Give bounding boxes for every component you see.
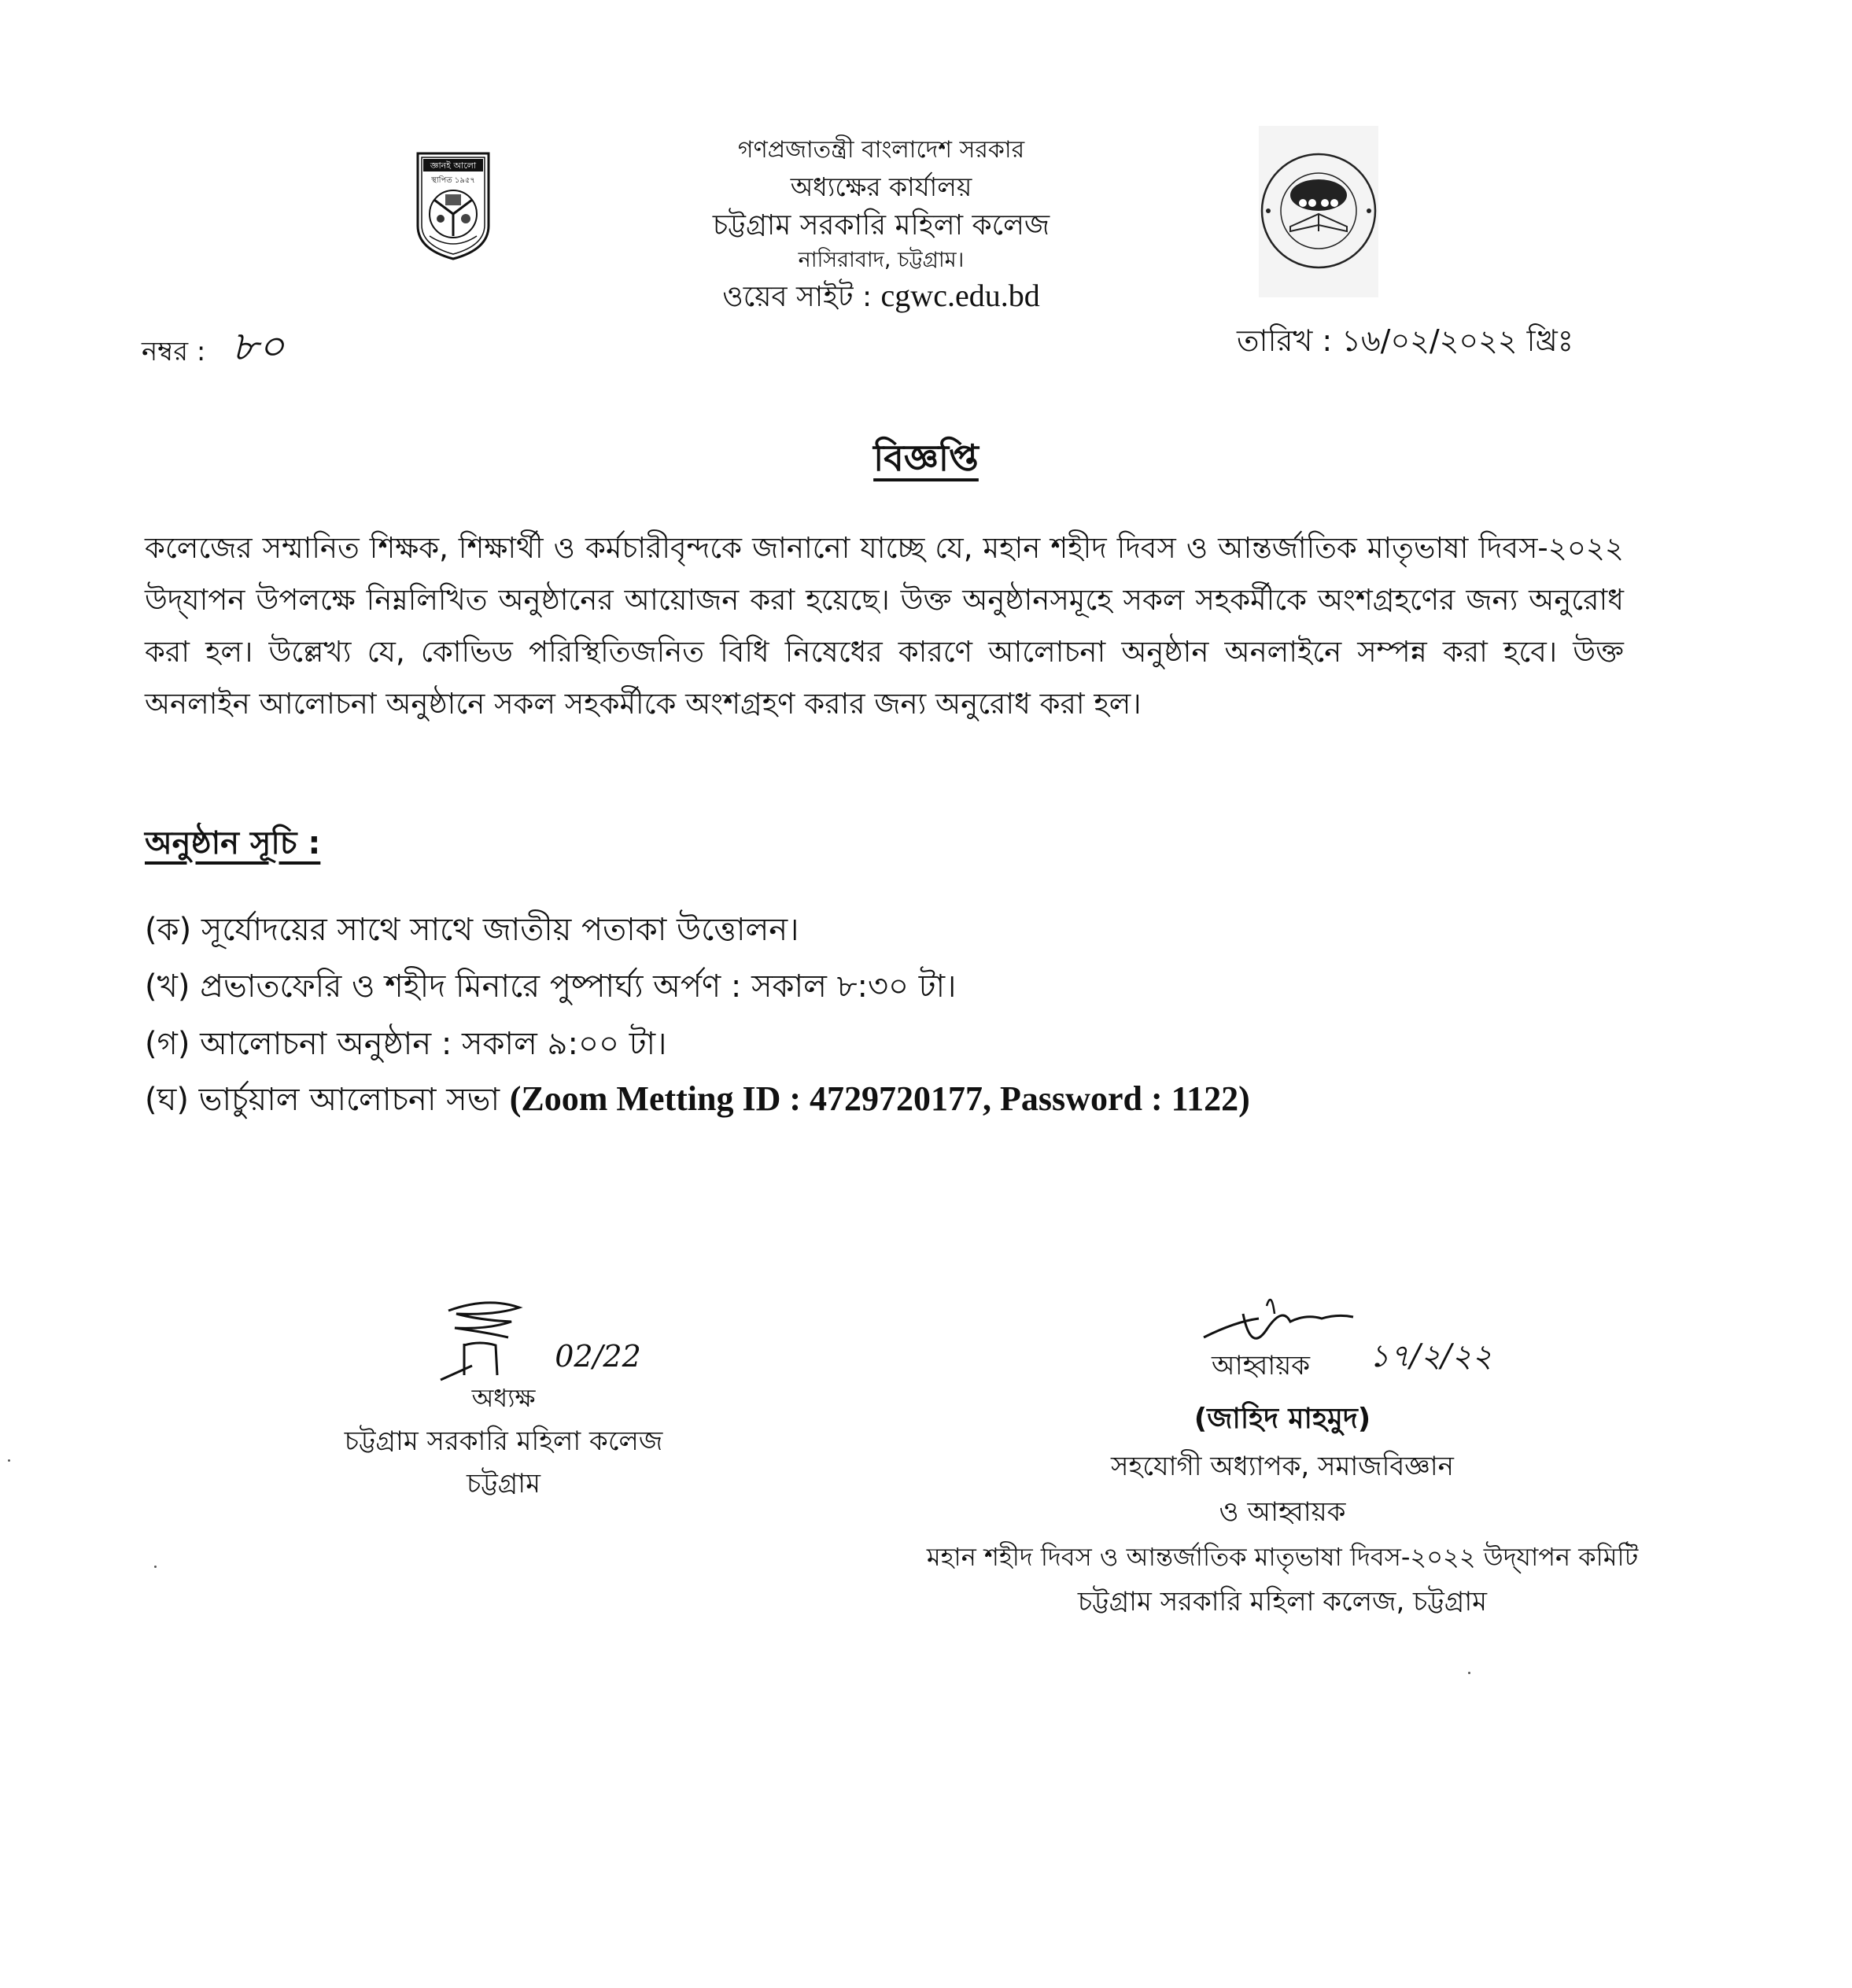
header-address: নাসিরাবাদ, চট্টগ্রাম। bbox=[798, 248, 965, 272]
number-value-handwritten: ৮০ bbox=[231, 323, 285, 371]
convener-designation: সহযোগী অধ্যাপক, সমাজবিজ্ঞান bbox=[1111, 1451, 1454, 1482]
item-marker: (ঘ) bbox=[145, 1082, 189, 1118]
item-marker: (গ) bbox=[145, 1026, 190, 1062]
program-item bbox=[145, 1075, 1250, 1127]
principal-org: চট্টগ্রাম সরকারি মহিলা কলেজ bbox=[344, 1426, 663, 1457]
scan-speck bbox=[8, 1459, 10, 1462]
program-item bbox=[145, 961, 956, 1014]
convener-name: (জাহিদ মাহমুদ) bbox=[1193, 1403, 1371, 1435]
convener-handwritten-date: ১৭/২/২২ bbox=[1369, 1338, 1492, 1374]
government-seal-logo bbox=[1259, 126, 1378, 297]
notice-title: বিজ্ঞপ্তি bbox=[873, 437, 979, 479]
convener-committee: মহান শহীদ দিবস ও আন্তর্জাতিক মাতৃভাষা দিবস-২০২২ উদ্‌যাপন কমিটি bbox=[926, 1542, 1639, 1572]
principal-handwritten-date: 02/22 bbox=[555, 1339, 641, 1374]
scan-speck bbox=[154, 1566, 157, 1568]
item-marker: (খ) bbox=[145, 968, 190, 1005]
convener-role: ও আহ্বায়ক bbox=[1219, 1496, 1346, 1528]
convener-title: আহ্বায়ক bbox=[1212, 1350, 1311, 1381]
header-office: অধ্যক্ষের কার্যালয় bbox=[790, 172, 972, 202]
item-marker: (ক) bbox=[145, 912, 192, 948]
program-heading: অনুষ্ঠান সূচি : bbox=[145, 825, 321, 861]
program-item bbox=[145, 1019, 666, 1071]
convener-org: চট্টগ্রাম সরকারি মহিলা কলেজ, চট্টগ্রাম bbox=[1077, 1586, 1488, 1617]
principal-title: অধ্যক্ষ bbox=[471, 1383, 536, 1413]
header-website bbox=[645, 275, 1117, 323]
college-crest-logo bbox=[415, 151, 491, 261]
date-value: ১৬/০২/২০২২ খ্রিঃ bbox=[1341, 323, 1573, 358]
website-link[interactable]: cgwc.edu.bd bbox=[880, 278, 1040, 313]
zoom-meeting-info: (Zoom Metting ID : 4729720177, Password : 1122) bbox=[509, 1079, 1250, 1118]
website-label: ওয়েব সাইট : bbox=[722, 281, 873, 313]
svg-text:স্থাপিত ১৯৫৭: স্থাপিত ১৯৫৭ bbox=[431, 176, 475, 185]
item-text: সূর্যোদয়ের সাথে সাথে জাতীয় পতাকা উত্তোলন। bbox=[201, 912, 799, 948]
program-item bbox=[145, 905, 799, 957]
date-label: তারিখ : bbox=[1237, 323, 1333, 358]
notice-title-container bbox=[0, 431, 1852, 491]
scan-speck bbox=[1468, 1672, 1470, 1674]
number-label: নম্বর : bbox=[142, 336, 206, 367]
svg-text:জ্ঞানই আলো: জ্ঞানই আলো bbox=[430, 160, 477, 171]
notice-body: কলেজের সম্মানিত শিক্ষক, শিক্ষার্থী ও কর্মচারীবৃন্দকে জানানো যাচ্ছে যে, মহান শহীদ দিবস ও আন্তর্জাতিক মাতৃভাষা দিবস-২০২২ উদ্‌যাপন উপলক্ষে নিম্নলিখিত অনুষ্ঠানের আয়োজন করা হয়েছে। উক্ত অনুষ্ঠানসমূহে সকল সহকর্মীকে অংশগ্রহণের জন্য অনুরোধ করা হল। উল্লেখ্য যে, কোভিড পরিস্থিতিজনিত বিধি নিষেধের কারণে আলোচনা অনুষ্ঠান অনলাইনে সম্পন্ন করা হবে। উক্ত অনলাইন আলোচনা অনুষ্ঠানে সকল সহকর্মীকে অংশগ্রহণ করার জন্য অনুরোধ করা হল। bbox=[145, 531, 1624, 721]
header-government: গণপ্রজাতন্ত্রী বাংলাদেশ সরকার bbox=[737, 136, 1025, 164]
reference-number bbox=[142, 315, 285, 383]
item-text: ভার্চুয়াল আলোচনা সভা bbox=[198, 1082, 500, 1118]
principal-city: চট্টগ্রাম bbox=[467, 1468, 540, 1499]
header-college-name: চট্টগ্রাম সরকারি মহিলা কলেজ bbox=[712, 209, 1050, 242]
notice-date bbox=[1237, 318, 1573, 368]
item-text: প্রভাতফেরি ও শহীদ মিনারে পুষ্পার্ঘ্য অর্পণ : সকাল ৮:৩০ টা। bbox=[200, 968, 957, 1005]
item-text: আলোচনা অনুষ্ঠান : সকাল ৯:০০ টা। bbox=[200, 1026, 667, 1062]
